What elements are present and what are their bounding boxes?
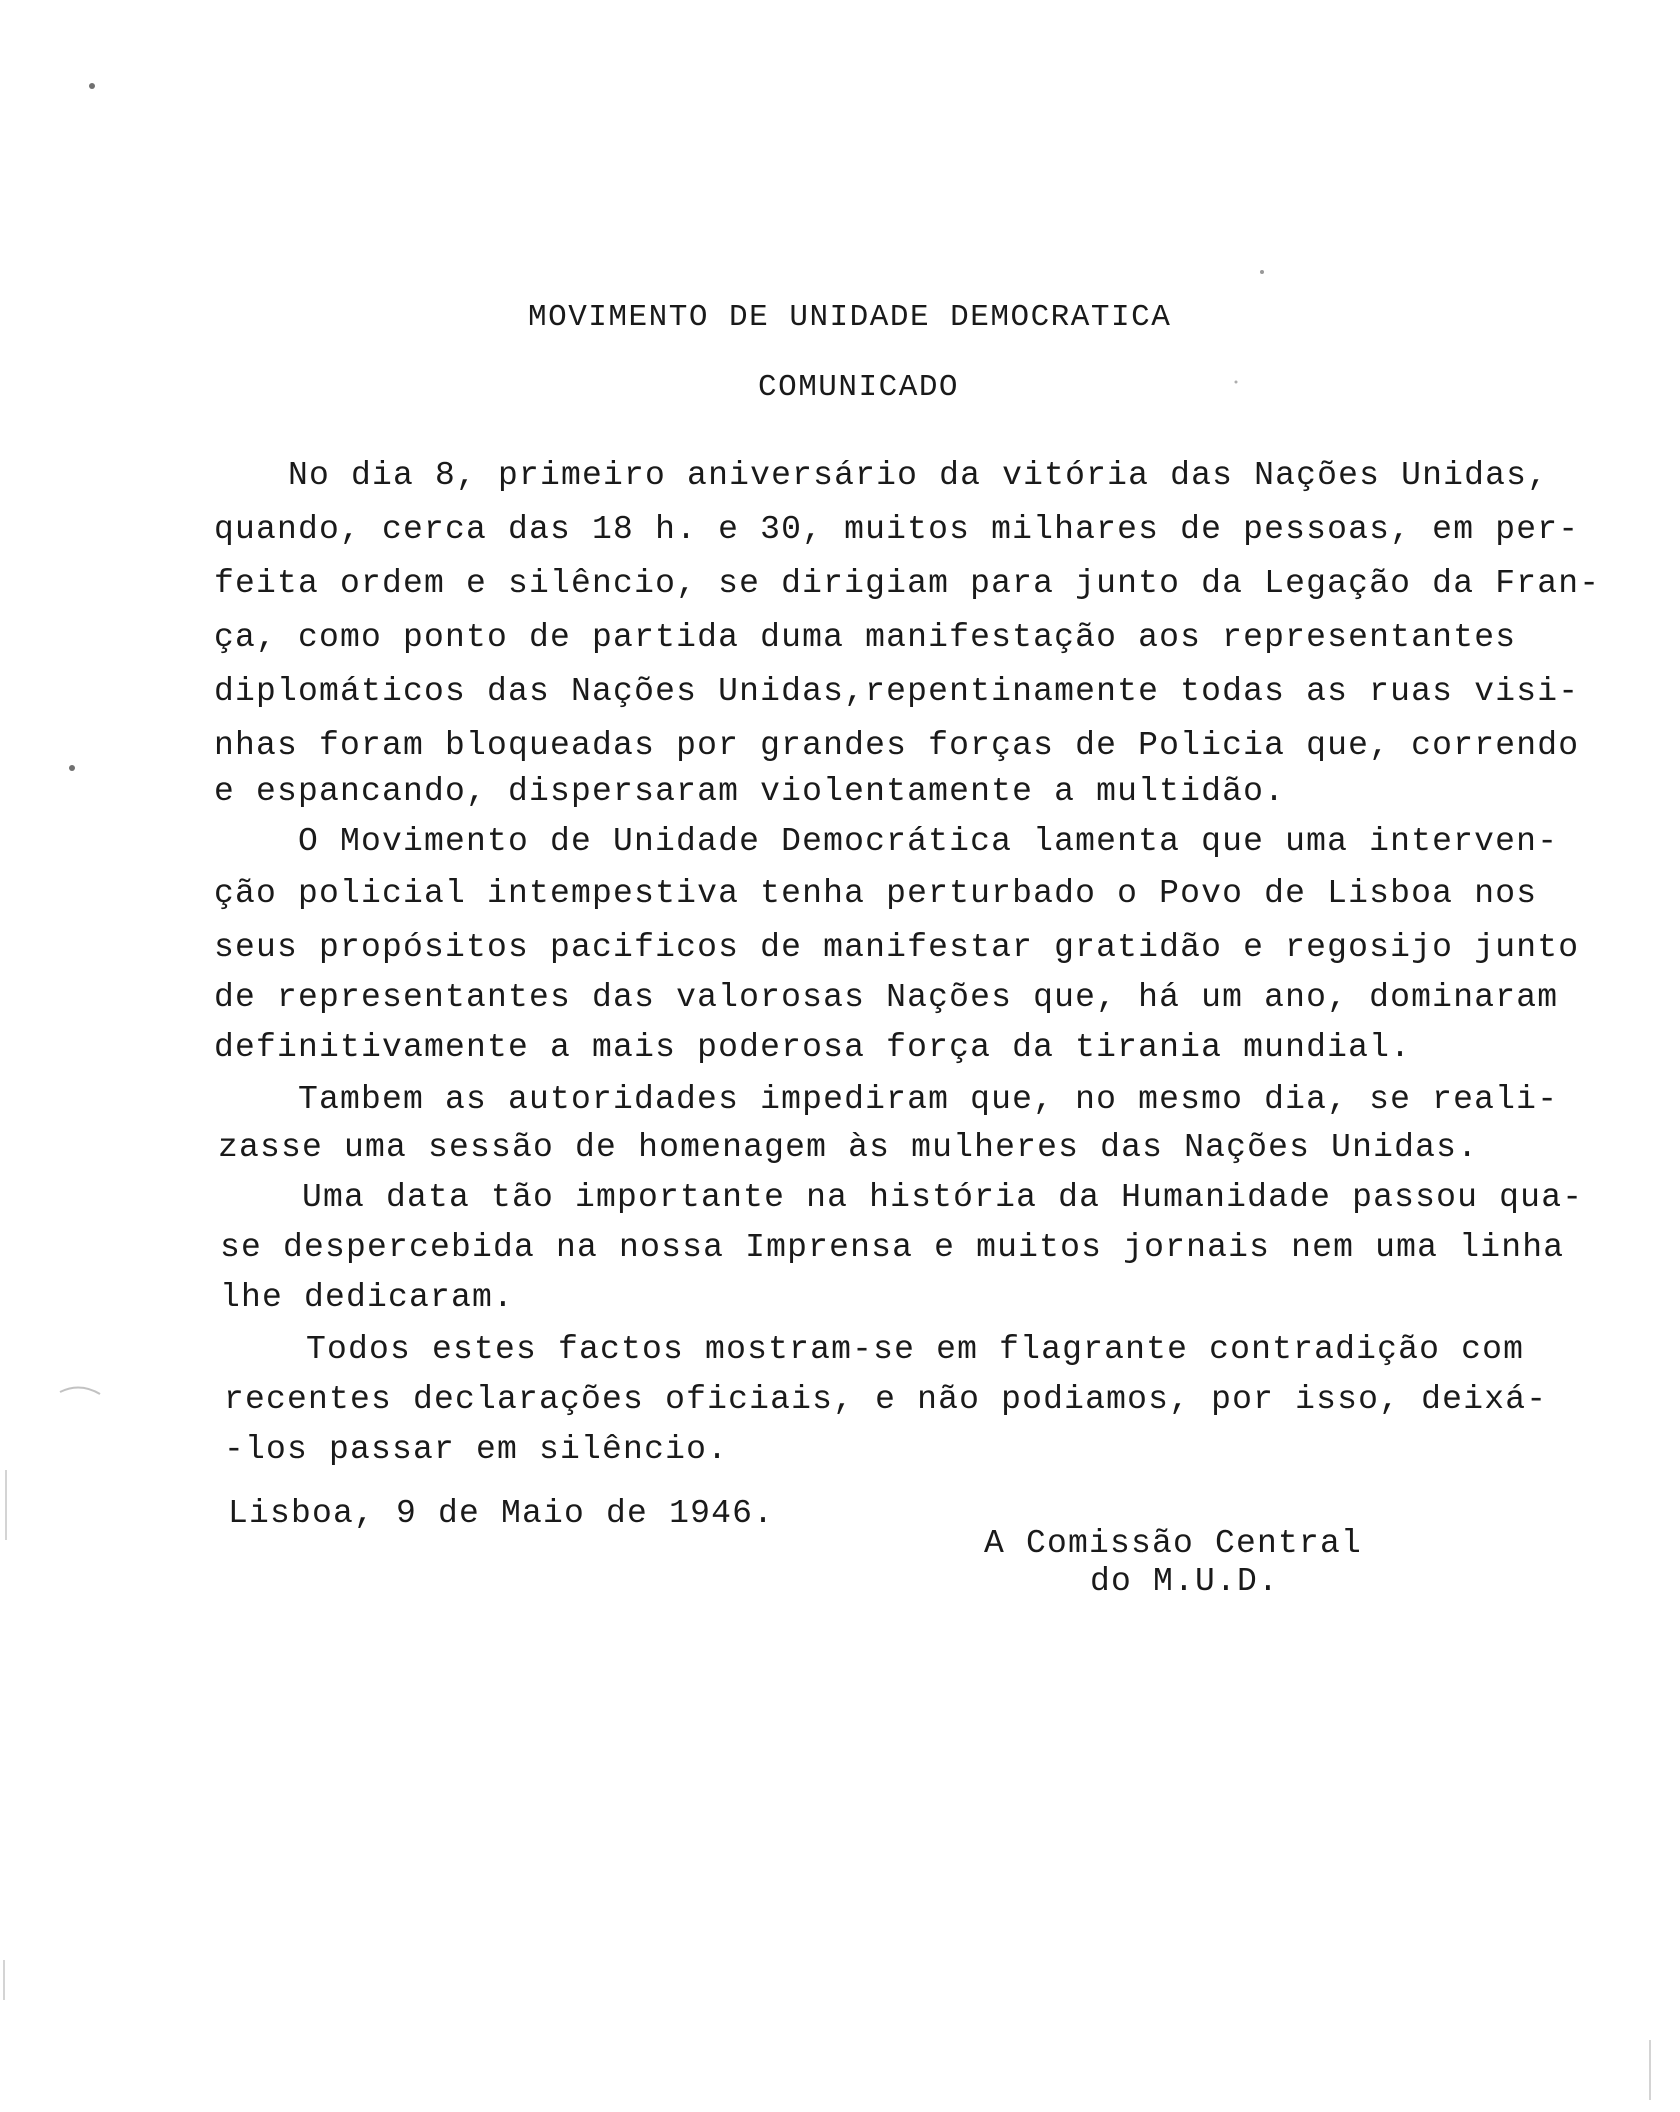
document-title: MOVIMENTO DE UNIDADE DEMOCRATICA <box>528 300 1172 335</box>
paragraph-line: diplomáticos das Nações Unidas,repentinamente todas as ruas visi- <box>214 673 1580 710</box>
signature-line-2: do M.U.D. <box>1090 1563 1280 1600</box>
paragraph-line: recentes declarações oficiais, e não podiamos, por isso, deixá- <box>224 1381 1548 1418</box>
paragraph-line: nhas foram bloqueadas por grandes forças de Policia que, correndo <box>214 727 1580 764</box>
paragraph-line: e espancando, dispersaram violentamente a multidão. <box>214 773 1286 810</box>
paragraph-line: O Movimento de Unidade Democrática lamenta que uma interven- <box>298 823 1559 860</box>
paragraph-line: se despercebida na nossa Imprensa e muitos jornais nem uma linha <box>220 1229 1565 1266</box>
paragraph-line: zasse uma sessão de homenagem às mulheres das Nações Unidas. <box>218 1129 1479 1166</box>
paragraph-line: Uma data tão importante na história da Humanidade passou qua- <box>302 1179 1584 1216</box>
paragraph-line: -los passar em silêncio. <box>224 1431 729 1468</box>
document-subtitle: COMUNICADO <box>758 370 960 405</box>
paragraph-line: ça, como ponto de partida duma manifestação aos representantes <box>214 619 1517 656</box>
paragraph-line: seus propósitos pacificos de manifestar gratidão e regosijo junto <box>214 929 1580 966</box>
paragraph-line: definitivamente a mais poderosa força da tirania mundial. <box>214 1029 1412 1066</box>
paragraph-line: No dia 8, primeiro aniversário da vitória das Nações Unidas, <box>288 457 1549 494</box>
paragraph-line: feita ordem e silêncio, se dirigiam para junto da Legação da Fran- <box>214 565 1601 602</box>
paragraph-line: Todos estes factos mostram-se em flagrante contradição com <box>306 1331 1525 1368</box>
paragraph-line: de representantes das valorosas Nações que, há um ano, dominaram <box>214 979 1559 1016</box>
paragraph-line: quando, cerca das 18 h. e 30, muitos milhares de pessoas, em per- <box>214 511 1580 548</box>
place-date: Lisboa, 9 de Maio de 1946. <box>228 1495 775 1532</box>
paragraph-line: Tambem as autoridades impediram que, no mesmo dia, se reali- <box>298 1081 1559 1118</box>
paragraph-line: ção policial intempestiva tenha perturbado o Povo de Lisboa nos <box>214 875 1538 912</box>
signature-line-1: A Comissão Central <box>984 1525 1363 1562</box>
paragraph-line: lhe dedicaram. <box>220 1279 515 1316</box>
